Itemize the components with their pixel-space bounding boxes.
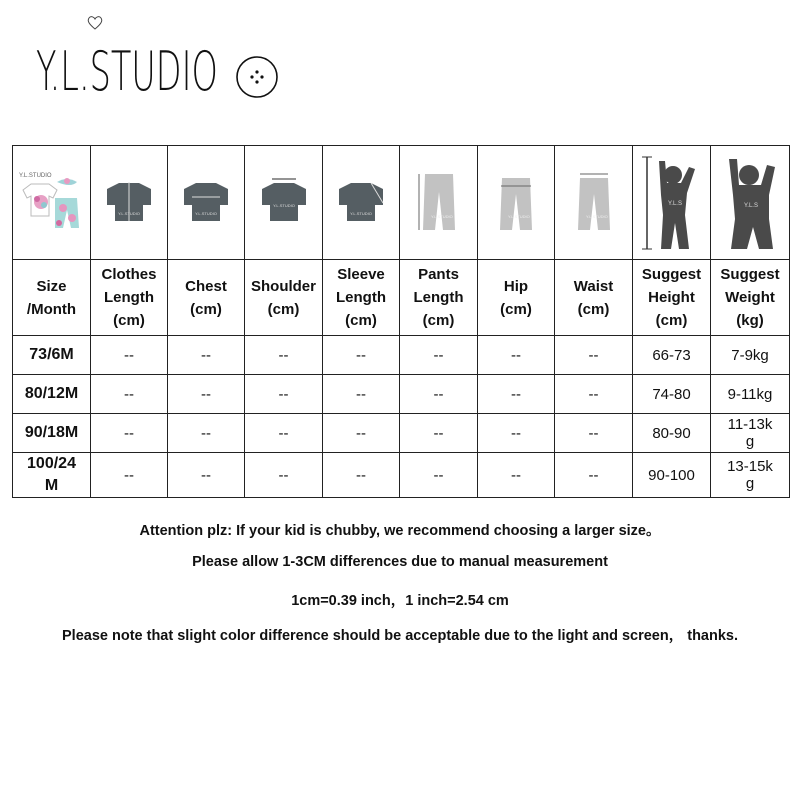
- header-hip: Hip (cm): [478, 260, 555, 336]
- hip-cell: --: [478, 375, 555, 414]
- svg-text:Y.L.STUDIO: Y.L.STUDIO: [430, 213, 453, 219]
- pants-length-cell: --: [400, 453, 478, 498]
- header-size: Size /Month: [13, 260, 91, 336]
- chest-cell: --: [168, 375, 245, 414]
- header-waist: Waist (cm): [555, 260, 633, 336]
- waist-diagram-cell: [555, 146, 633, 260]
- clothes-length-diagram-cell: [91, 146, 168, 260]
- header-row: [13, 260, 790, 336]
- weight-cell: 11-13k g: [711, 414, 790, 453]
- height-cell: 74-80: [633, 375, 711, 414]
- waist-cell: --: [555, 336, 633, 375]
- pants-length-cell: --: [400, 414, 478, 453]
- hip-cell: --: [478, 336, 555, 375]
- weight-cell: 7-9kg: [711, 336, 790, 375]
- hip-diagram-cell: [478, 146, 555, 260]
- header-clothes-length: Clothes Length (cm): [91, 260, 168, 336]
- shirt-sleeve-length-icon: [331, 173, 391, 233]
- note-measurement-difference: Please allow 1-3CM differences due to manual measurement: [192, 554, 608, 570]
- sleeve-length-cell: --: [323, 375, 400, 414]
- pants-length-icon: [409, 168, 469, 238]
- header-chest: Chest (cm): [168, 260, 245, 336]
- clothes-length-cell: --: [91, 336, 168, 375]
- shoulder-cell: --: [245, 414, 323, 453]
- product-tag-icon: Y.L.STUDIO: [18, 172, 52, 179]
- pants-length-cell: --: [400, 336, 478, 375]
- header-sleeve-length: Sleeve Length (cm): [323, 260, 400, 336]
- hip-cell: --: [478, 453, 555, 498]
- weight-cell: 9-11kg: [711, 375, 790, 414]
- height-cell: 90-100: [633, 453, 711, 498]
- shoulder-cell: --: [245, 375, 323, 414]
- table-row: [13, 375, 790, 414]
- sleeve-length-cell: --: [323, 453, 400, 498]
- note-chubby: Attention plz: If your kid is chubby, we recommend choosing a larger size。: [139, 523, 661, 539]
- waist-cell: --: [555, 414, 633, 453]
- svg-text:Y.L.STUDIO: Y.L.STUDIO: [272, 202, 295, 208]
- height-figure-cell: [633, 146, 711, 260]
- clothes-length-cell: --: [91, 414, 168, 453]
- weight-figure-cell: [711, 146, 790, 260]
- sleeve-length-cell: --: [323, 336, 400, 375]
- pants-waist-icon: [564, 168, 624, 238]
- pants-hip-icon: [486, 168, 546, 238]
- shoulder-diagram-cell: [245, 146, 323, 260]
- table-row: [13, 453, 790, 498]
- chest-diagram-cell: [168, 146, 245, 260]
- logo-text: Y.L.STUDIO: [36, 40, 218, 103]
- svg-text:Y.L.S: Y.L.S: [667, 200, 682, 207]
- table-row: [13, 414, 790, 453]
- sleeve-length-cell: --: [323, 414, 400, 453]
- size-cell: 80/12M: [13, 375, 91, 414]
- shoulder-cell: --: [245, 453, 323, 498]
- shoulder-cell: --: [245, 336, 323, 375]
- shirt-shoulder-icon: [254, 173, 314, 233]
- size-cell: 90/18M: [13, 414, 91, 453]
- chest-cell: --: [168, 414, 245, 453]
- heart-icon: [86, 14, 104, 32]
- header-pants-length: Pants Length (cm): [400, 260, 478, 336]
- child-weight-figure-icon: [715, 153, 785, 253]
- header-suggest-weight: Suggest Weight (kg): [711, 260, 790, 336]
- svg-text:Y.L.STUDIO: Y.L.STUDIO: [350, 210, 372, 216]
- clothes-length-cell: --: [91, 375, 168, 414]
- product-photo-cell: [13, 146, 91, 260]
- height-cell: 66-73: [633, 336, 711, 375]
- pants-length-diagram-cell: [400, 146, 478, 260]
- header-shoulder: Shoulder (cm): [245, 260, 323, 336]
- chest-cell: --: [168, 453, 245, 498]
- weight-cell: 13-15k g: [711, 453, 790, 498]
- note-unit-conversion: 1cm=0.39 inch，1 inch=2.54 cm: [291, 593, 509, 609]
- logo-circle-icon: [234, 54, 280, 100]
- child-height-figure-icon: [637, 153, 707, 253]
- svg-text:Y.L.STUDIO: Y.L.STUDIO: [508, 213, 530, 219]
- sleeve-length-diagram-cell: [323, 146, 400, 260]
- waist-cell: --: [555, 453, 633, 498]
- shirt-chest-icon: [176, 173, 236, 233]
- brand-logo: [36, 14, 266, 103]
- shirt-clothes-length-icon: [99, 173, 159, 233]
- size-chart-table: [12, 145, 790, 498]
- svg-text:Y.L.S: Y.L.S: [744, 202, 758, 209]
- svg-text:Y.L.STUDIO: Y.L.STUDIO: [195, 210, 217, 216]
- size-cell: 73/6M: [13, 336, 91, 375]
- header-suggest-height: Suggest Height (cm): [633, 260, 711, 336]
- size-cell: 100/24 M: [13, 453, 91, 498]
- note-color-difference: Please note that slight color difference should be acceptable due to the light and screen， thanks.: [62, 628, 738, 644]
- svg-text:Y.L.STUDIO: Y.L.STUDIO: [118, 210, 140, 216]
- table-row: [13, 336, 790, 375]
- height-cell: 80-90: [633, 414, 711, 453]
- pants-length-cell: --: [400, 375, 478, 414]
- image-row: [13, 146, 790, 260]
- hip-cell: --: [478, 414, 555, 453]
- product-outfit-image: [17, 168, 87, 238]
- waist-cell: --: [555, 375, 633, 414]
- svg-text:Y.L.STUDIO: Y.L.STUDIO: [585, 213, 608, 219]
- clothes-length-cell: --: [91, 453, 168, 498]
- chest-cell: --: [168, 336, 245, 375]
